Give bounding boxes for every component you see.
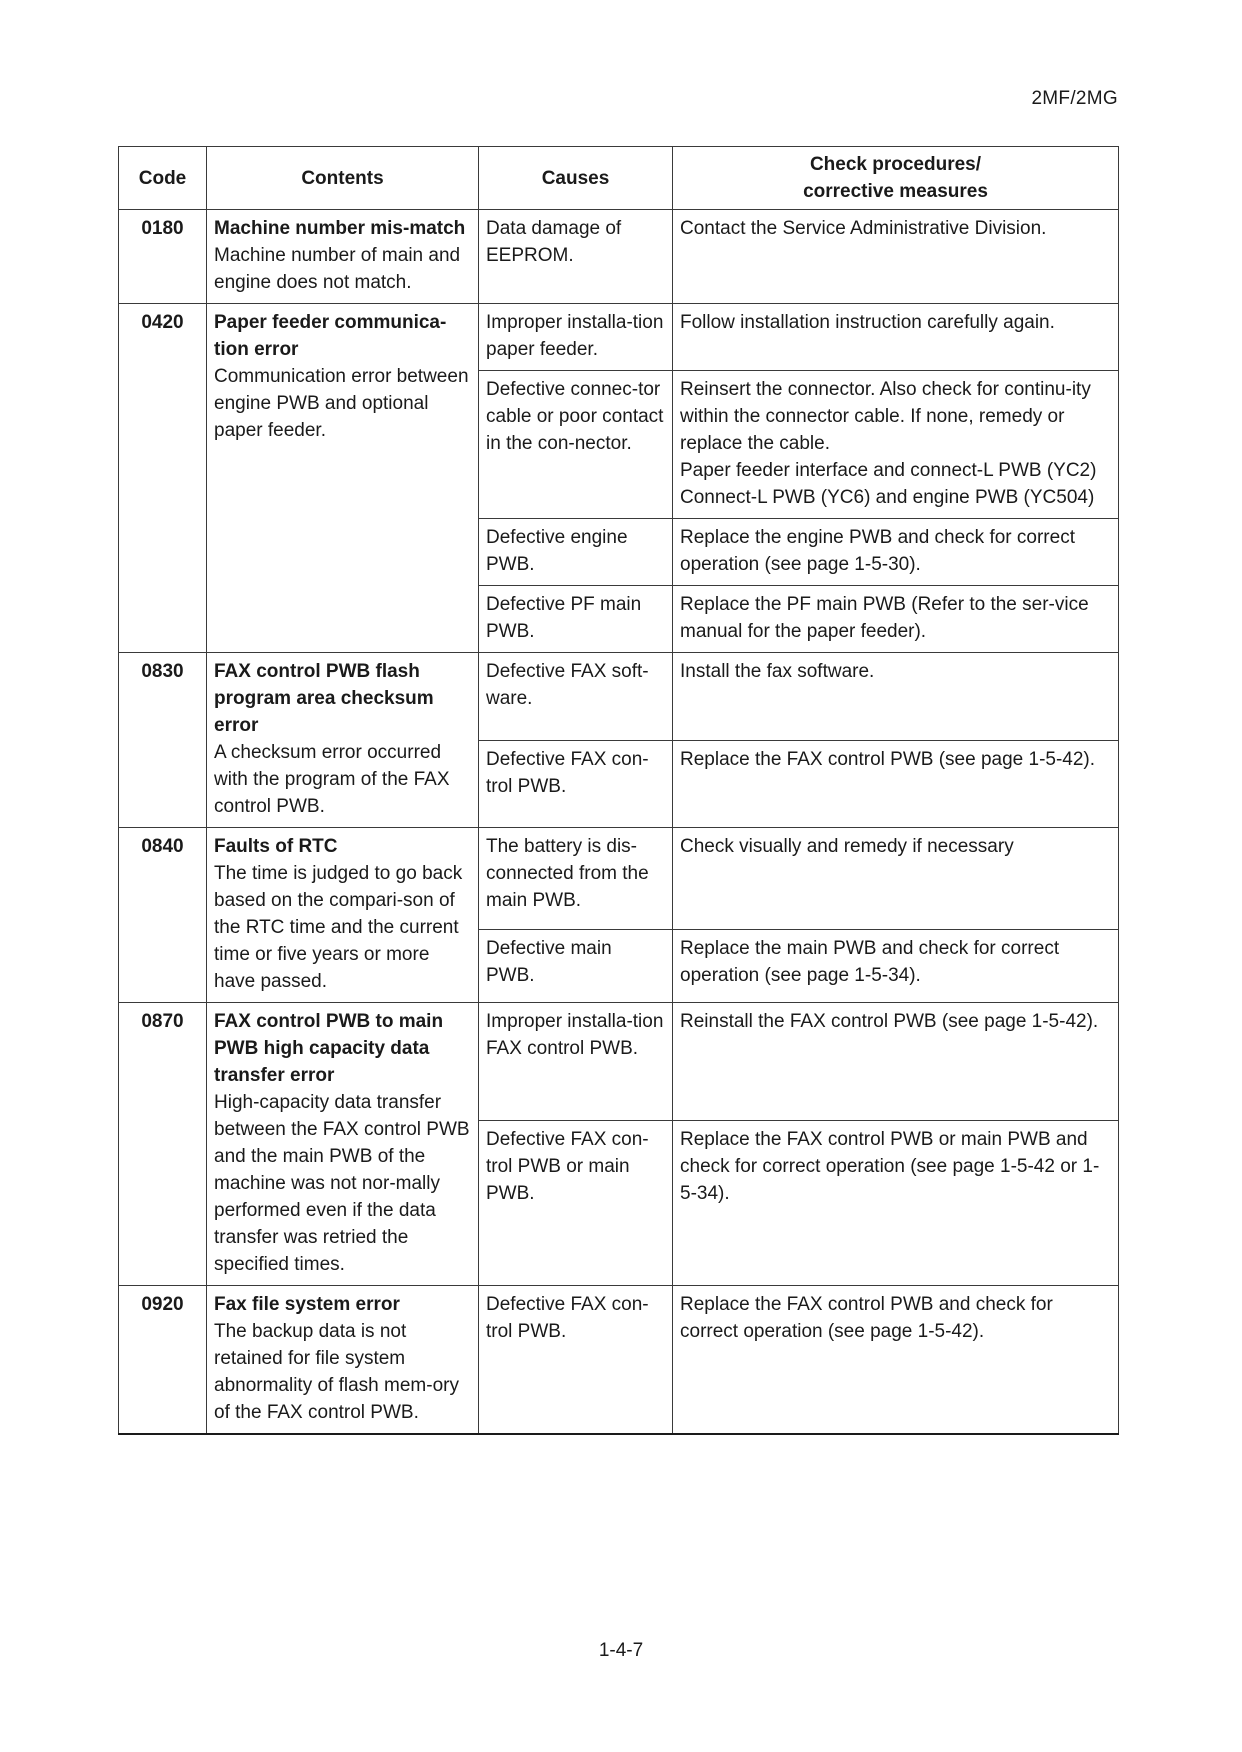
contents-cell [207,304,479,653]
error-description: The backup data is not retained for file system abnormality of flash mem-ory of the FAX control PWB. [214,1321,459,1423]
column-header-code: Code [119,147,207,210]
cause-cell: Defective FAX soft-ware. [479,653,673,741]
table-row [119,304,1119,371]
column-header-check-procedures [673,147,1119,210]
service-code-table [118,146,1119,1435]
error-code-cell: 0830 [119,653,207,828]
cause-cell: Defective FAX con-trol PWB or main PWB. [479,1120,673,1285]
check-procedure-line: Replace the FAX control PWB or main PWB and check for correct operation (see page 1-5-42 or 1-5-34). [680,1128,1100,1204]
check-procedure-cell [673,586,1119,653]
error-description: A checksum error occurred with the program of the FAX control PWB. [214,742,450,817]
contents-cell [207,828,479,1003]
contents-cell [207,1003,479,1286]
cause-cell: Data damage of EEPROM. [479,210,673,304]
error-code-cell: 0920 [119,1286,207,1435]
check-procedure-line: Replace the engine PWB and check for correct operation (see page 1-5-30). [680,527,1075,575]
check-procedure-line: Connect-L PWB (YC6) and engine PWB (YC504) [680,487,1095,508]
check-procedure-line: Reinstall the FAX control PWB (see page 1-5-42). [680,1011,1099,1032]
column-header-check-line2: corrective measures [803,181,988,202]
table-header-row [119,147,1119,210]
error-description: Machine number of main and engine does not match. [214,245,461,293]
cause-cell: Improper installa-tion FAX control PWB. [479,1003,673,1121]
contents-cell [207,210,479,304]
table-row [119,1286,1119,1435]
error-title: Faults of RTC [214,836,338,857]
document-model-header: 2MF/2MG [1031,88,1118,109]
check-procedure-cell [673,304,1119,371]
check-procedure-line: Replace the FAX control PWB (see page 1-5-42). [680,748,1096,770]
check-procedure-cell [673,1120,1119,1285]
check-procedure-cell [673,210,1119,304]
check-procedure-line: Install the fax software. [680,661,875,682]
check-procedure-cell [673,371,1119,519]
check-procedure-line: Replace the main PWB and check for correct operation (see page 1-5-34). [680,938,1060,987]
cause-cell: Defective connec-tor cable or poor contact in the con-nector. [479,371,673,519]
error-code-cell: 0420 [119,304,207,653]
check-procedure-line: Paper feeder interface and connect-L PWB (YC2) [680,460,1097,481]
error-description: Communication error between engine PWB and optional paper feeder. [214,366,469,441]
check-procedure-line: Check visually and remedy if necessary [680,836,1014,857]
cause-cell: Defective PF main PWB. [479,586,673,653]
page-number: 1-4-7 [598,1640,644,1661]
column-header-contents: Contents [207,147,479,210]
error-code-cell: 0870 [119,1003,207,1286]
cause-cell: Defective engine PWB. [479,519,673,586]
error-title: Machine number mis-match [214,218,466,239]
error-title: Fax file system error [214,1294,400,1315]
check-procedure-cell [673,1003,1119,1121]
check-procedure-line: Replace the FAX control PWB and check for correct operation (see page 1-5-42). [680,1294,1053,1342]
cause-cell: Defective FAX con-trol PWB. [479,740,673,828]
check-procedure-cell [673,930,1119,1003]
cause-cell: Defective main PWB. [479,930,673,1003]
check-procedure-cell [673,1286,1119,1435]
error-description: The time is judged to go back based on the compari-son of the RTC time and the current time or five years or more have passed. [214,863,463,992]
check-procedure-cell [673,519,1119,586]
table-row [119,1003,1119,1121]
cause-cell: Improper installa-tion paper feeder. [479,304,673,371]
error-code-cell: 0180 [119,210,207,304]
check-procedure-line: Replace the PF main PWB (Refer to the ser-vice manual for the paper feeder). [680,594,1089,642]
error-code-cell: 0840 [119,828,207,1003]
table-row [119,653,1119,741]
check-procedure-cell [673,740,1119,828]
table-row [119,210,1119,304]
contents-cell [207,1286,479,1435]
table-row [119,828,1119,930]
check-procedure-cell [673,828,1119,930]
error-description: High-capacity data transfer between the FAX control PWB and the main PWB of the machine was not nor-mally performed even if the data transfer was retried the specified times. [214,1092,470,1275]
error-title: FAX control PWB to main PWB high capacity data transfer error [214,1011,444,1086]
check-procedure-line: Follow installation instruction carefully again. [680,312,1055,333]
column-header-check-line1: Check procedures/ [809,154,982,175]
error-title: FAX control PWB flash program area checksum error [214,661,434,736]
column-header-causes: Causes [479,147,673,210]
error-title: Paper feeder communica-tion error [214,312,447,360]
contents-cell [207,653,479,828]
cause-cell: The battery is dis-connected from the main PWB. [479,828,673,930]
cause-cell: Defective FAX con-trol PWB. [479,1286,673,1435]
check-procedure-line: Reinsert the connector. Also check for continu-ity within the connector cable. If none, remedy or replace the cable. [680,379,1091,454]
check-procedure-line: Contact the Service Administrative Division. [680,218,1047,239]
check-procedure-cell [673,653,1119,741]
